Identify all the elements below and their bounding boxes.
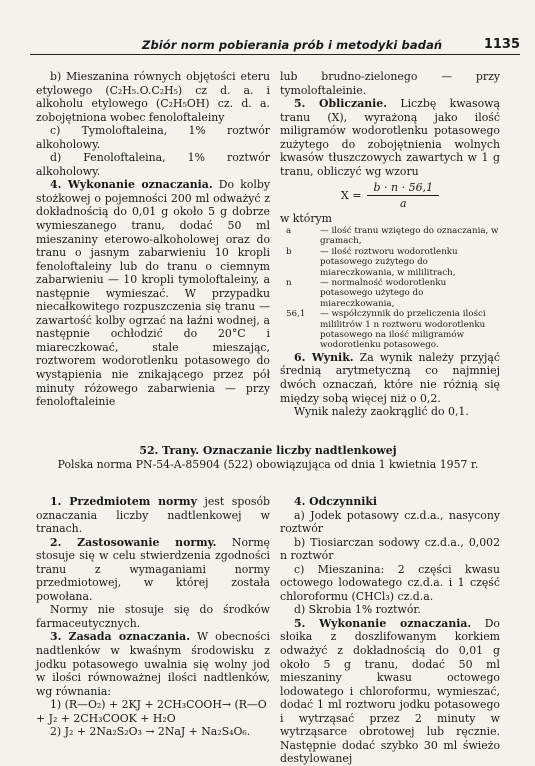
formula-legend — [280, 226, 500, 351]
reagent-b-item: b) Tiosiarczan sodowy cz.d.a., 0,002 n roztwór — [280, 535, 500, 563]
section-title: 52. Trany. Oznaczanie liczby nadtlenkowej — [139, 444, 397, 457]
page-number: 1135 — [483, 37, 520, 52]
result-heading: 6. Wynik. — [294, 350, 354, 364]
right-column-top — [280, 70, 500, 419]
running-title: Zbiór norm pobierania prób i metodyki badań — [142, 38, 443, 52]
application-heading: 2. Zastosowanie normy. — [50, 535, 217, 549]
reagent-b-paragraph: b) Mieszanina równych objętości eteru etylowego (C₂H₅.O.C₂H₅) cz d. a. i alkoholu etylowego (C₂H₅OH) cz. d. a. zobojętniona wobec fenoloftaleiny — [36, 70, 270, 124]
exclusion-paragraph: Normy nie stosuje się do środków farmaceutycznych. — [36, 603, 270, 630]
formula-fraction — [367, 181, 439, 210]
subject-heading: 1. Przedmiotem normy — [50, 495, 197, 508]
procedure-text: Do kolby stożkowej o pojemności 200 ml odważyć z dokładnością do 0,01 g około 5 g dobrze wymieszanego tranu, dodać 50 ml mieszaniny eterowo-alkoholowej oraz do tranu o jasnym zabarwieniu 10 kropli fenoloftaleiny lub do tranu o ciemnym zabarwieniu — 10 kropli tymoloftaleiny, a następnie wymieszać. W przypadku niecałkowitego rozpuszczenia się tranu — zawartość kolby ogrzać na łaźni wodnej, a następnie ochłodzić do 20°C i miareczkować, stale mieszając, roztworem wodorotlenku potasowego do wystąpienia nie znikającego przez pół minuty różowego zabarwienia — przy fenoloftaleinie — [36, 178, 270, 409]
execution-paragraph — [280, 617, 500, 766]
rounding-paragraph: Wynik należy zaokrąglić do 0,1. — [294, 405, 469, 419]
execution-text: Do słoika z doszlifowanym korkiem odważyć z dokładnością do 0,01 g około 5 g tranu, dodać 50 ml mieszaniny kwasu octowego lodowatego i chloroformu, wymieszać, dodać 1 ml roztworu jodku potasowego i wytrząsać przez 2 minuty w wytrząsarce obrotowej lub ręcznie. Następnie dodać szybko 30 ml świeżo destylowanej — [280, 616, 500, 766]
principle-paragraph — [36, 630, 270, 698]
section-heading — [36, 444, 500, 471]
legend-symbol: a — [286, 226, 292, 237]
legend-row — [280, 247, 500, 278]
reaction-equation-1: 1) (R—O₂) + 2KJ + 2CH₃COOH→ (R—O + J₂ + 2CH₃COOK + H₂O — [36, 698, 267, 725]
reagent-a-item: a) Jodek potasowy cz.d.a., nasycony roztwór — [280, 508, 500, 536]
legend-symbol: 56,1 — [286, 309, 306, 320]
formula-denominator: a — [399, 196, 407, 210]
principle-heading: 3. Zasada oznaczania. — [50, 630, 191, 644]
result-paragraph — [280, 351, 500, 405]
calculation-heading: 5. Obliczanie. — [294, 97, 388, 111]
reagent-c-paragraph: c) Tymoloftaleina, 1% roztwór alkoholowy. — [36, 124, 270, 151]
legend-text: — normalność wodorotlenku potasowego użytego do miareczkowania, — [320, 278, 447, 309]
formula-numerator: b · n · 56,1 — [367, 181, 439, 196]
principle-text: W obecności nadtlenków w kwaśnym środowisku z jodku potasowego uwalnia się wolny jod w ilości równoważnej ilości nadtlenków, wg równania: — [36, 630, 270, 698]
page-header — [30, 36, 520, 55]
reagent-d-paragraph: d) Fenoloftaleina, 1% roztwór alkoholowy. — [36, 151, 270, 178]
left-column-top — [36, 70, 270, 409]
continuation-paragraph: lub brudno-zielonego — przy tymoloftaleinie. — [280, 70, 500, 97]
section-norm: Polska norma PN-54-A-85904 (522) obowiązująca od dnia 1 kwietnia 1957 r. — [57, 457, 479, 471]
legend-text: — ilość roztworu wodorotlenku potasowego zużytego do miareczkowania, w mililitrach, — [320, 246, 458, 278]
procedure-paragraph — [36, 178, 270, 408]
acid-number-formula — [280, 181, 500, 210]
reaction-equation-2: 2) J₂ + 2Na₂S₂O₃ → 2NaJ + Na₂S₄O₆. — [50, 725, 251, 739]
legend-symbol: b — [286, 246, 292, 257]
subject-text: jest sposób oznaczania liczby nadtlenkowej w tranach. — [36, 495, 270, 536]
application-text: Normę stosuje się w celu stwierdzenia zgodności tranu z wymaganiami normy przedmiotowej, w której została powołana. — [36, 535, 270, 603]
calculation-paragraph — [280, 97, 500, 178]
procedure-heading: 4. Wykonanie oznaczania. — [50, 178, 213, 192]
result-text: Za wynik należy przyjąć średnią arytmetyczną co najmniej dwóch oznaczań, które nie różnią się między sobą więcej niż o 0,2. — [280, 350, 500, 405]
legend-row — [280, 226, 500, 247]
reagents-heading: 4. Odczynniki — [294, 495, 378, 508]
reagent-c-item: c) Mieszanina: 2 części kwasu octowego lodowatego cz.d.a. i 1 część chloroformu (CHCl₃) cz.d.a. — [280, 562, 500, 603]
legend-text: — ilość tranu wziętego do oznaczania, w gramach, — [320, 226, 499, 247]
execution-heading: 5. Wykonanie oznaczania. — [294, 616, 472, 630]
reagent-d-item: d) Skrobia 1% roztwór. — [294, 603, 421, 617]
legend-row — [280, 309, 500, 351]
legend-symbol: n — [286, 278, 292, 289]
calculation-text: Liczbę kwasową tranu (X), wyrażoną jako ilość miligramów wodorotlenku potasowego zużytego do zobojętnienia wolnych kwasów tłuszczowych zawartych w 1 g tranu, obliczyć wg wzoru — [280, 97, 500, 178]
where-label: w którym — [280, 212, 333, 226]
legend-text: — współczynnik do przeliczenia ilości mililitrów 1 n roztworu wodorotlenku potasowego na ilość miligramów wodorotlenku potasowego. — [320, 309, 486, 351]
formula-lhs: X = — [340, 189, 362, 203]
legend-row — [280, 278, 500, 309]
application-paragraph — [36, 536, 270, 604]
right-column-bottom — [280, 495, 500, 766]
subject-paragraph — [36, 495, 270, 536]
left-column-bottom — [36, 495, 270, 739]
